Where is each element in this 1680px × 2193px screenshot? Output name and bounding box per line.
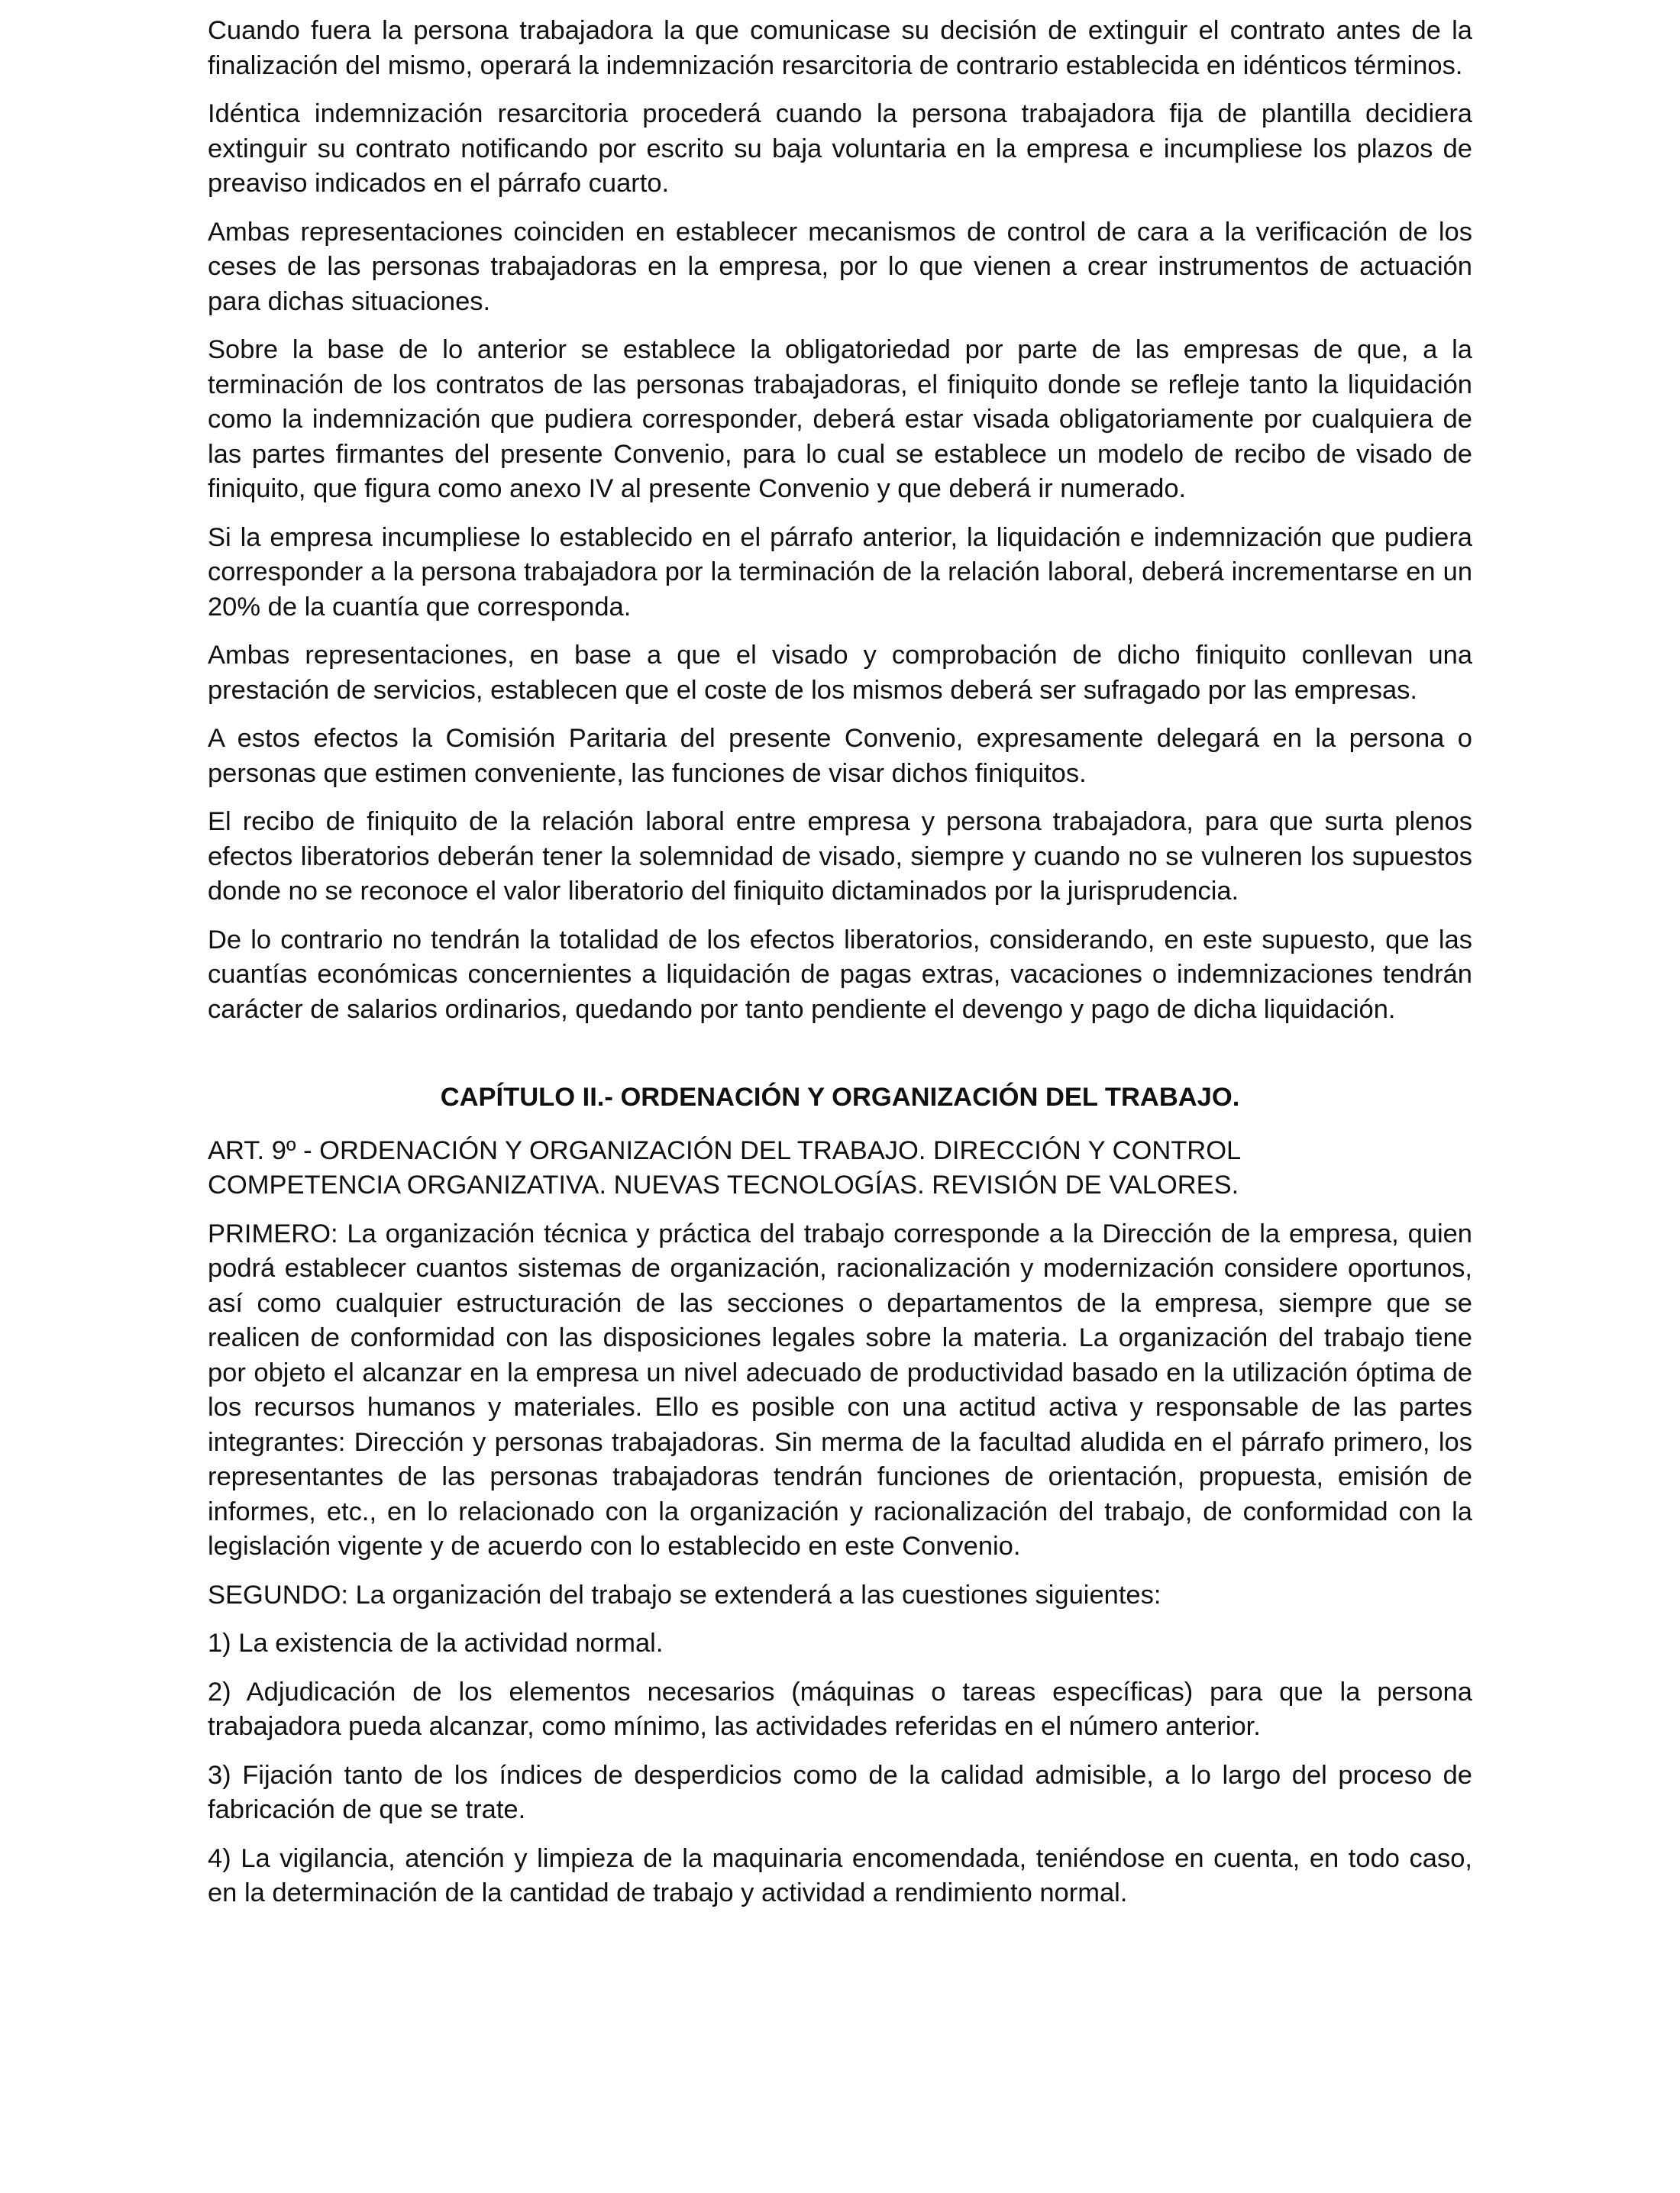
list-item-2: 2) Adjudicación de los elementos necesarios (máquinas o tareas específicas) para que la persona trabajadora pueda alcanzar, como mínimo, las actividades referidas en el número anterior. [208,1677,1472,1741]
article-heading [208,1134,1472,1203]
primero-paragraph: PRIMERO: La organización técnica y práctica del trabajo corresponde a la Dirección de la empresa, quien podrá establecer cuantos sistemas de organización, racionalización y modernización considere oportunos, así como cualquier estructuración de las secciones o departamentos de la empresa, siempre que se realicen de conformidad con las disposiciones legales sobre la materia. La organización del trabajo tiene por objeto el alcanzar en la empresa un nivel adecuado de productividad basado en la utilización óptima de los recursos humanos y materiales. Ello es posible con una actitud activa y responsable de las partes integrantes: Dirección y personas trabajadoras. Sin merma de la facultad aludida en el párrafo primero, los representantes de las personas trabajadoras tendrán funciones de orientación, propuesta, emisión de informes, etc., en lo relacionado con la organización y racionalización del trabajo, de conformidad con la legislación vigente y de acuerdo con lo establecido en este Convenio. [208,1219,1472,1561]
paragraph-9: De lo contrario no tendrán la totalidad de los efectos liberatorios, considerando, en este supuesto, que las cuantías económicas concernientes a liquidación de pagas extras, vacaciones o indemnizaciones tendrán carácter de salarios ordinarios, quedando por tanto pendiente el devengo y pago de dicha liquidación. [208,925,1472,1024]
paragraph-6: Ambas representaciones, en base a que el visado y comprobación de dicho finiquito conllevan una prestación de servicios, establecen que el coste de los mismos deberá ser sufragado por las empresas. [208,641,1472,705]
paragraph-2: Idéntica indemnización resarcitoria procederá cuando la persona trabajadora fija de plantilla decidiera extinguir su contrato notificando por escrito su baja voluntaria en la empresa e incumpliese los plazos de preaviso indicados en el párrafo cuarto. [208,99,1472,198]
document-page [208,14,1472,1925]
paragraph-4: Sobre la base de lo anterior se establece la obligatoriedad por parte de las empresas de que, a la terminación de los contratos de las personas trabajadoras, el finiquito donde se refleje tanto la liquidación como la indemnización que pudiera corresponder, deberá estar visada obligatoriamente por cualquiera de las partes firmantes del presente Convenio, para lo cual se establece un modelo de recibo de visado de finiquito, que figura como anexo IV al presente Convenio y que deberá ir numerado. [208,335,1472,503]
list-item-1: 1) La existencia de la actividad normal. [208,1629,664,1658]
paragraph-3: Ambas representaciones coinciden en establecer mecanismos de control de cara a la verificación de los ceses de las personas trabajadoras en la empresa, por lo que vienen a crear instrumentos de actuación para dichas situaciones. [208,217,1472,316]
chapter-heading: CAPÍTULO II.- ORDENACIÓN Y ORGANIZACIÓN DEL TRABAJO. [440,1083,1240,1112]
paragraph-5: Si la empresa incumpliese lo establecido en el párrafo anterior, la liquidación e indemnización que pudiera corresponder a la persona trabajadora por la terminación de la relación laboral, deberá incrementarse en un 20% de la cuantía que corresponda. [208,522,1472,622]
paragraph-8: El recibo de finiquito de la relación laboral entre empresa y persona trabajadora, para que surta plenos efectos liberatorios deberán tener la solemnidad de visado, siempre y cuando no se vulneren los supuestos donde no se reconoce el valor liberatorio del finiquito dictaminados por la jurisprudencia. [208,807,1472,906]
list-item-4: 4) La vigilancia, atención y limpieza de la maquinaria encomendada, teniéndose en cuenta, en todo caso, en la determinación de la cantidad de trabajo y actividad a rendimiento normal. [208,1843,1472,1907]
article-heading-line-1: ART. 9º - ORDENACIÓN Y ORGANIZACIÓN DEL TRABAJO. DIRECCIÓN Y CONTROL [208,1135,1242,1165]
paragraph-7: A estos efectos la Comisión Paritaria del presente Convenio, expresamente delegará en la persona o personas que estimen conveniente, las funciones de visar dichos finiquitos. [208,724,1472,788]
article-heading-line-2: COMPETENCIA ORGANIZATIVA. NUEVAS TECNOLOGÍAS. REVISIÓN DE VALORES. [208,1171,1239,1200]
list-item-3: 3) Fijación tanto de los índices de desperdicios como de la calidad admisible, a lo largo del proceso de fabricación de que se trate. [208,1760,1472,1824]
segundo-paragraph: SEGUNDO: La organización del trabajo se extenderá a las cuestiones siguientes: [208,1580,1161,1610]
paragraph-1: Cuando fuera la persona trabajadora la que comunicase su decisión de extinguir el contrato antes de la finalización del mismo, operará la indemnización resarcitoria de contrario establecida en idénticos términos. [208,16,1472,80]
